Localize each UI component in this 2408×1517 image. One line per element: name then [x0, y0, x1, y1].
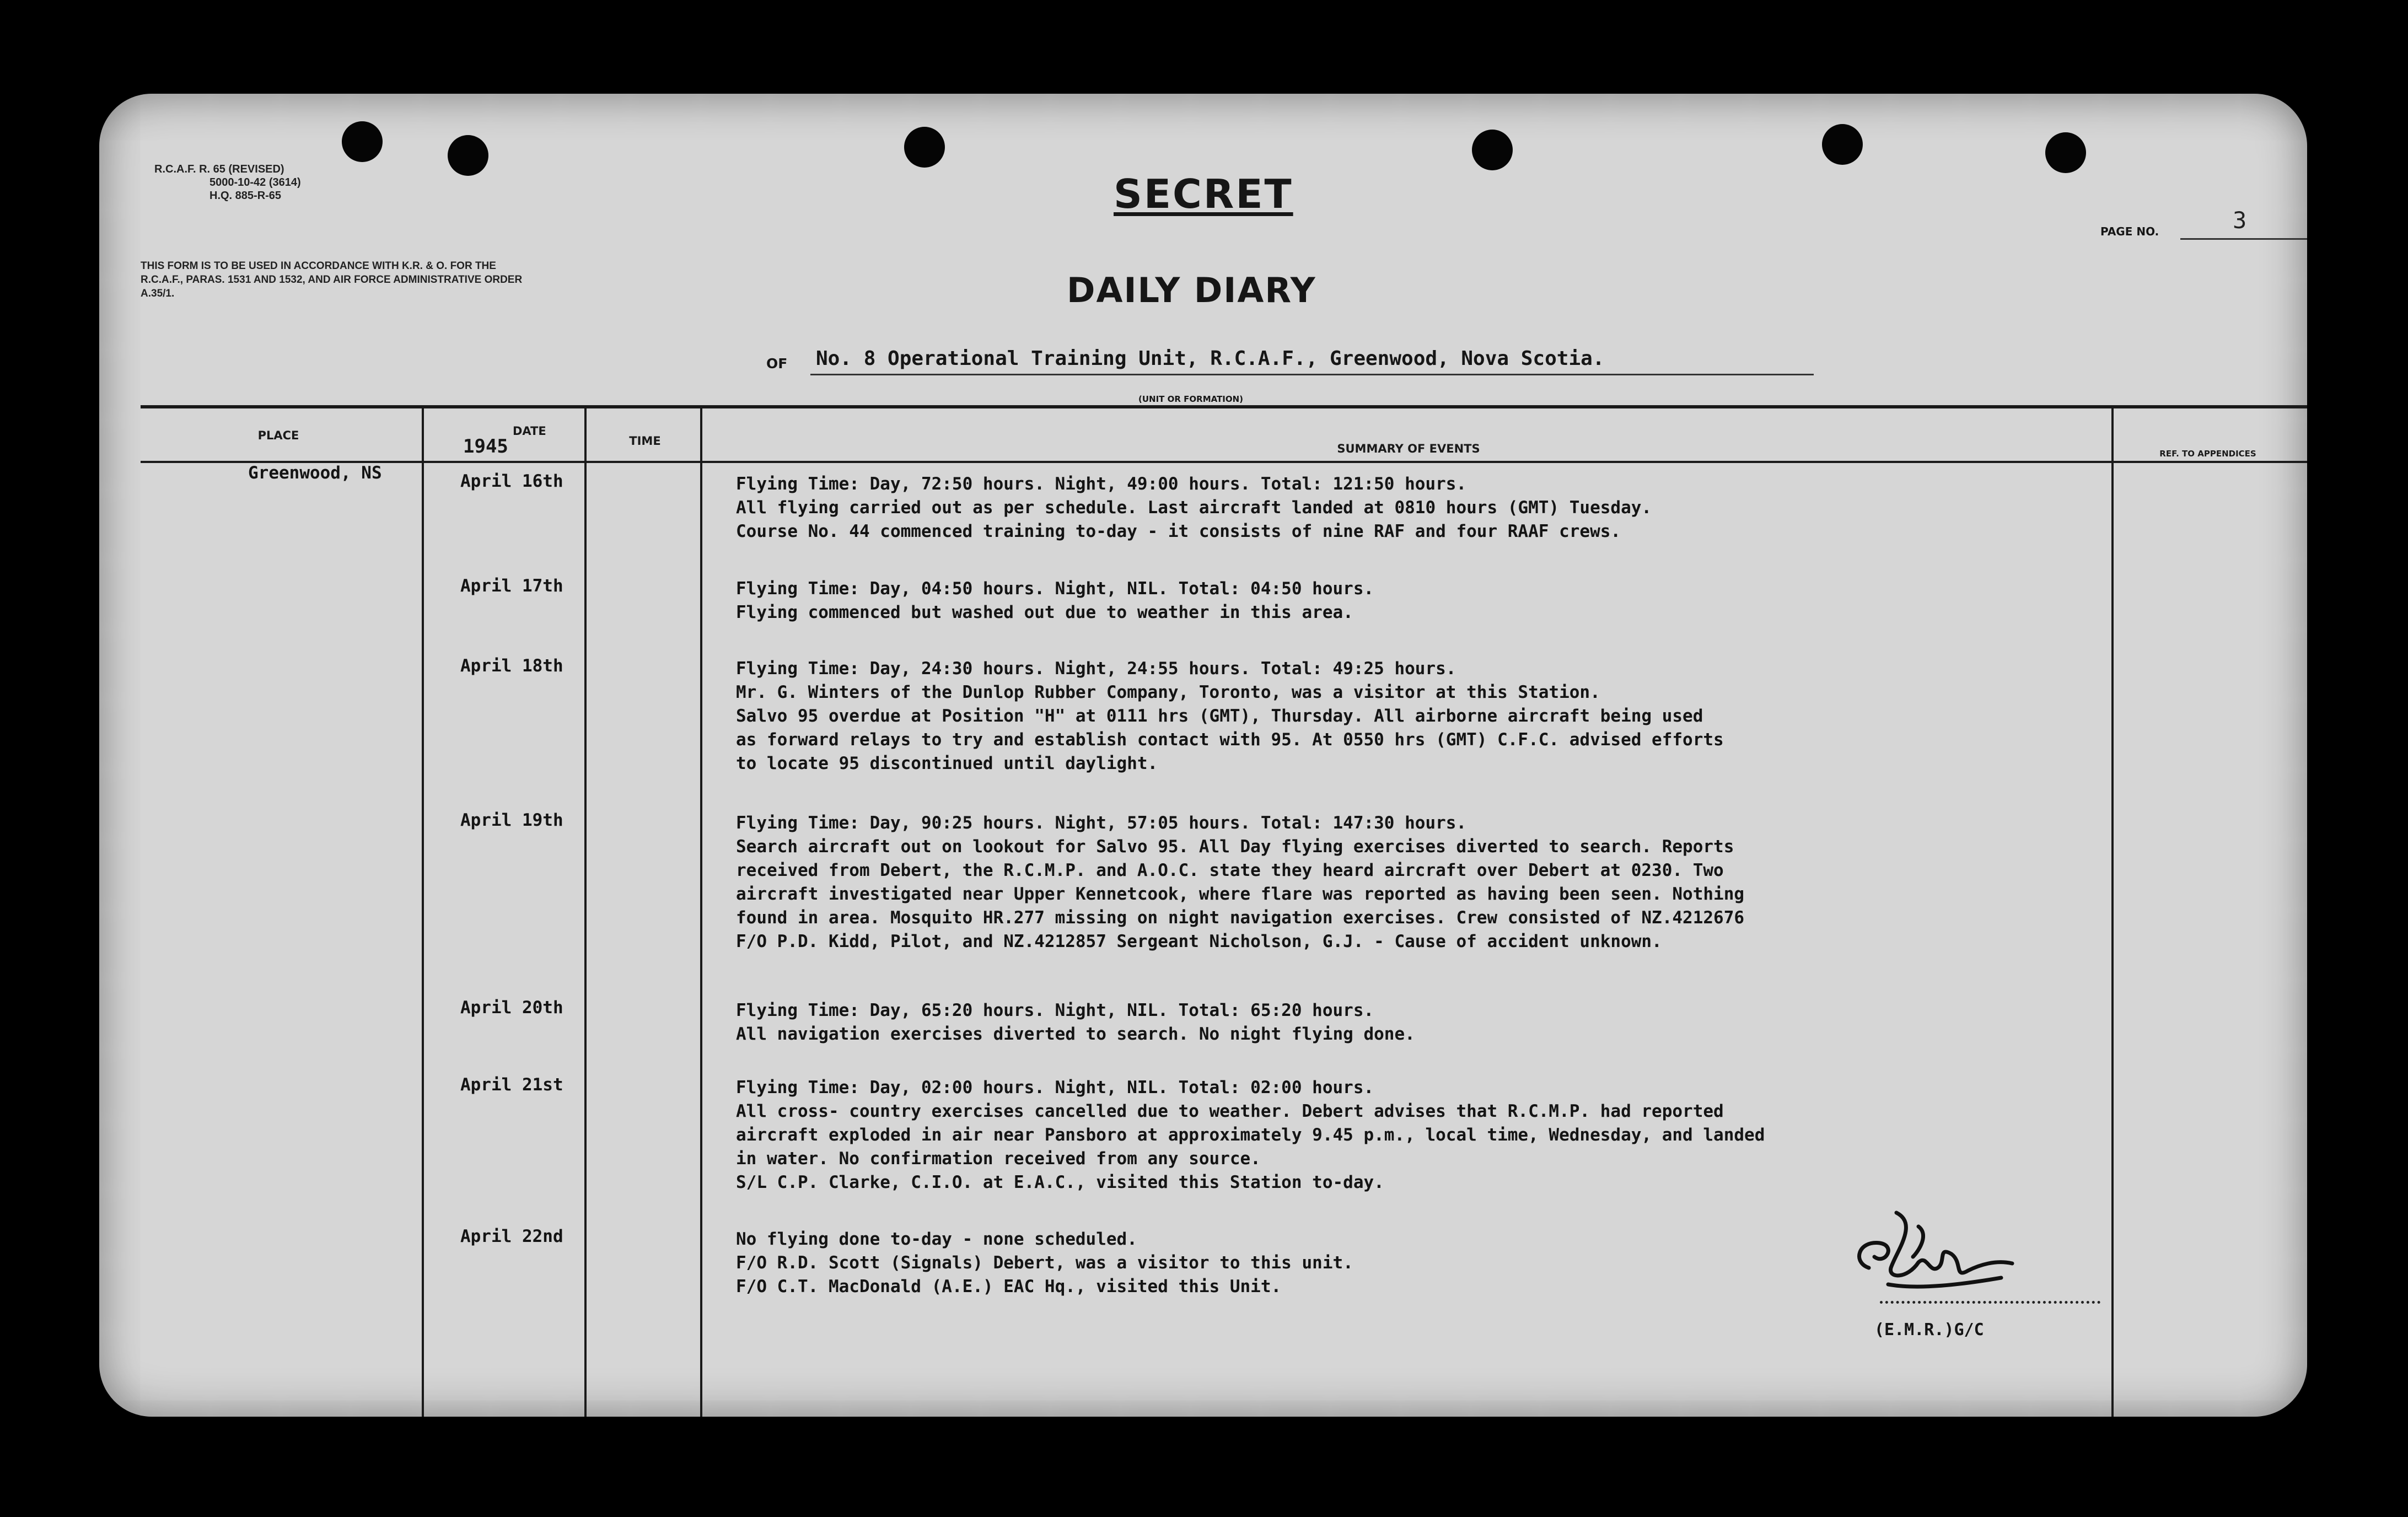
- signature-mark: [1836, 1202, 2023, 1306]
- summary-line: Flying Time: Day, 72:50 hours. Night, 49:00 hours. Total: 121:50 hours.: [736, 474, 1467, 494]
- entry-date: April 20th: [460, 998, 563, 1018]
- page-number-underline: [2180, 238, 2307, 240]
- unit-name: No. 8 Operational Training Unit, R.C.A.F., Greenwood, Nova Scotia.: [816, 347, 1605, 370]
- summary-line: All cross- country exercises cancelled due to weather. Debert advises that R.C.M.P. had reported: [736, 1101, 1724, 1121]
- summary-line: All flying carried out as per schedule. Last aircraft landed at 0810 hours (GMT) Tuesday.: [736, 498, 1652, 518]
- binder-hole: [1472, 130, 1513, 170]
- page-title: DAILY DIARY: [1067, 270, 1316, 310]
- unit-underline: [810, 374, 1814, 375]
- column-divider: [584, 405, 587, 1417]
- summary-line: as forward relays to try and establish contact with 95. At 0550 hrs (GMT) C.F.C. advised efforts: [736, 730, 1724, 750]
- form-code-line: 5000-10-42 (3614): [209, 176, 301, 189]
- summary-line: aircraft investigated near Upper Kennetcook, where flare was reported as having been seen. Nothing: [736, 884, 1745, 904]
- form-code-line: R.C.A.F. R. 65 (REVISED): [154, 163, 284, 175]
- summary-line: No flying done to-day - none scheduled.: [736, 1229, 1137, 1249]
- summary-line: S/L C.P. Clarke, C.I.O. at E.A.C., visited this Station to-day.: [736, 1172, 1384, 1192]
- summary-line: Flying Time: Day, 04:50 hours. Night, NIL. Total: 04:50 hours.: [736, 579, 1374, 599]
- classification-stamp: SECRET: [1114, 171, 1293, 217]
- header-bottom-rule: [141, 461, 2307, 463]
- table-top-rule: [141, 405, 2307, 408]
- column-header-date: DATE: [513, 424, 546, 438]
- summary-line: F/O C.T. MacDonald (A.E.) EAC Hq., visited this Unit.: [736, 1277, 1282, 1297]
- column-header-place: PLACE: [257, 429, 299, 442]
- page-number-label: PAGE NO.: [2100, 225, 2159, 238]
- summary-line: aircraft exploded in air near Pansboro at approximately 9.45 p.m., local time, Wednesday, and landed: [736, 1125, 1765, 1145]
- column-divider: [422, 405, 424, 1417]
- summary-line: Search aircraft out on lookout for Salvo 95. All Day flying exercises diverted to search. Reports: [736, 837, 1734, 857]
- summary-line: Flying Time: Day, 65:20 hours. Night, NIL. Total: 65:20 hours.: [736, 1000, 1374, 1020]
- unit-caption: (UNIT OR FORMATION): [1138, 394, 1244, 404]
- signature-line: [1880, 1301, 2100, 1304]
- page-number-value: 3: [2233, 207, 2247, 234]
- binder-hole: [1822, 124, 1863, 165]
- summary-line: Mr. G. Winters of the Dunlop Rubber Company, Toronto, was a visitor at this Station.: [736, 682, 1600, 702]
- summary-line: found in area. Mosquito HR.277 missing on night navigation exercises. Crew consisted of NZ.4212676: [736, 908, 1745, 928]
- year-value: 1945: [463, 435, 508, 458]
- entry-date: April 22nd: [460, 1226, 563, 1246]
- summary-line: in water. No confirmation received from any source.: [736, 1149, 1261, 1169]
- form-code-line: H.Q. 885-R-65: [209, 190, 282, 202]
- summary-line: Flying Time: Day, 24:30 hours. Night, 24:55 hours. Total: 49:25 hours.: [736, 659, 1456, 679]
- summary-line: F/O R.D. Scott (Signals) Debert, was a visitor to this unit.: [736, 1253, 1353, 1273]
- binder-hole: [904, 127, 945, 168]
- summary-line: Course No. 44 commenced training to-day - it consists of nine RAF and four RAAF crews.: [736, 521, 1621, 541]
- column-divider: [700, 405, 702, 1417]
- summary-line: Flying Time: Day, 90:25 hours. Night, 57:05 hours. Total: 147:30 hours.: [736, 813, 1467, 833]
- summary-line: Flying Time: Day, 02:00 hours. Night, NIL. Total: 02:00 hours.: [736, 1078, 1374, 1098]
- summary-line: to locate 95 discontinued until daylight.: [736, 754, 1158, 773]
- summary-line: All navigation exercises diverted to search. No night flying done.: [736, 1024, 1415, 1044]
- summary-line: F/O P.D. Kidd, Pilot, and NZ.4212857 Sergeant Nicholson, G.J. - Cause of accident unknown.: [736, 932, 1662, 951]
- entry-date: April 21st: [460, 1075, 563, 1095]
- diary-sheet: [99, 94, 2307, 1417]
- entry-date: April 16th: [460, 471, 563, 491]
- form-code: [154, 163, 301, 202]
- column-header-time: TIME: [629, 434, 661, 448]
- binder-hole: [448, 135, 488, 176]
- entry-date: April 17th: [460, 576, 563, 596]
- form-instruction-note: THIS FORM IS TO BE USED IN ACCORDANCE WITH K.R. & O. FOR THE R.C.A.F., PARAS. 1531 AND 1532, AND AIR FORCE ADMINISTRATIVE ORDER A.35/1.: [141, 260, 523, 299]
- entry-date: April 18th: [460, 656, 563, 676]
- summary-line: received from Debert, the R.C.M.P. and A.O.C. state they heard aircraft over Debert at 0230. Two: [736, 860, 1724, 880]
- column-header-summary: SUMMARY OF EVENTS: [1337, 442, 1480, 455]
- binder-hole: [342, 121, 383, 162]
- binder-hole: [2045, 132, 2086, 173]
- summary-line: Salvo 95 overdue at Position "H" at 0111 hrs (GMT), Thursday. All airborne aircraft being used: [736, 706, 1703, 726]
- summary-line: Flying commenced but washed out due to weather in this area.: [736, 603, 1353, 622]
- of-label: OF: [766, 356, 788, 372]
- column-header-ref: REF. TO APPENDICES: [2159, 449, 2256, 459]
- place-value: Greenwood, NS: [248, 463, 382, 483]
- column-divider: [2111, 405, 2114, 1417]
- entry-date: April 19th: [460, 810, 563, 830]
- signature-caption: (E.M.R.)G/C: [1874, 1320, 1984, 1340]
